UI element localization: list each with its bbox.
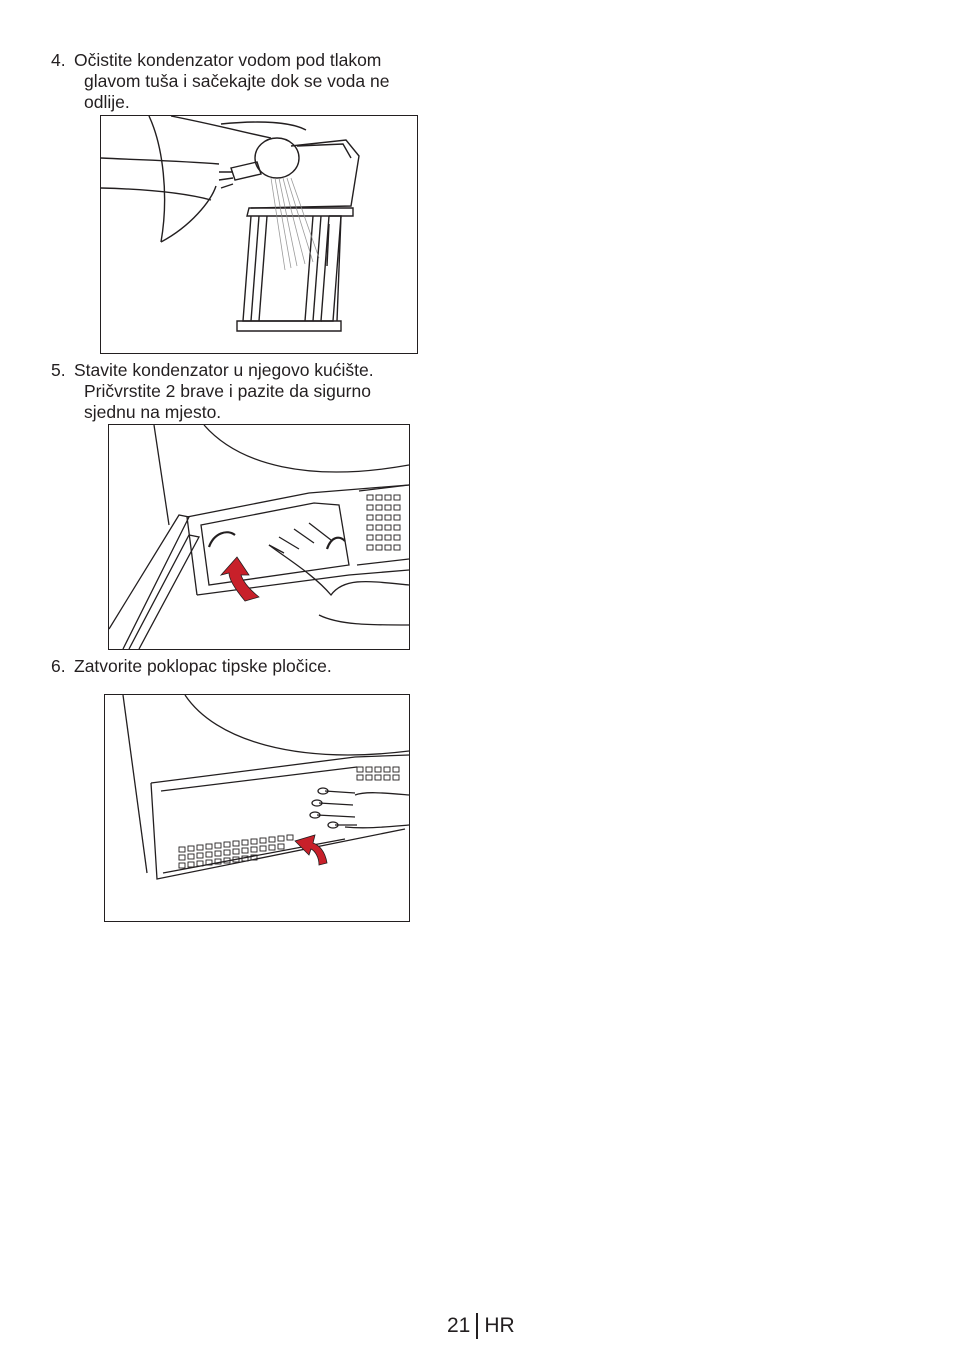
step-5-instruction — [51, 360, 451, 423]
figure-rinse-condenser — [100, 115, 418, 354]
step-number: 4. — [51, 50, 66, 70]
step-text-line: odlije. — [84, 92, 130, 112]
step-text-line: Stavite kondenzator u njegovo kućište. — [74, 360, 374, 380]
page-footer — [447, 1313, 515, 1339]
rinse-condenser-illustration — [101, 116, 417, 353]
language-code: HR — [484, 1314, 515, 1337]
step-text-line: Pričvrstite 2 brave i pazite da sigurno — [84, 381, 371, 401]
step-text-line: glavom tuša i sačekajte dok se voda ne — [84, 71, 390, 91]
insert-condenser-illustration — [109, 425, 409, 649]
vent-grid-right — [367, 495, 400, 550]
step-number: 5. — [51, 360, 66, 380]
figure-insert-condenser — [108, 424, 410, 650]
figure-close-cover — [104, 694, 410, 922]
step-4-instruction — [51, 50, 451, 113]
step-text-line: Zatvorite poklopac tipske pločice. — [74, 656, 332, 676]
step-text-line: Očistite kondenzator vodom pod tlakom — [74, 50, 382, 70]
footer-divider — [476, 1313, 478, 1339]
page-number: 21 — [447, 1314, 471, 1337]
step-number: 6. — [51, 656, 66, 676]
close-cover-illustration — [105, 695, 409, 921]
step-6-instruction — [51, 656, 451, 677]
step-text-line: sjednu na mjesto. — [84, 402, 222, 422]
hand-drawing — [310, 788, 409, 828]
